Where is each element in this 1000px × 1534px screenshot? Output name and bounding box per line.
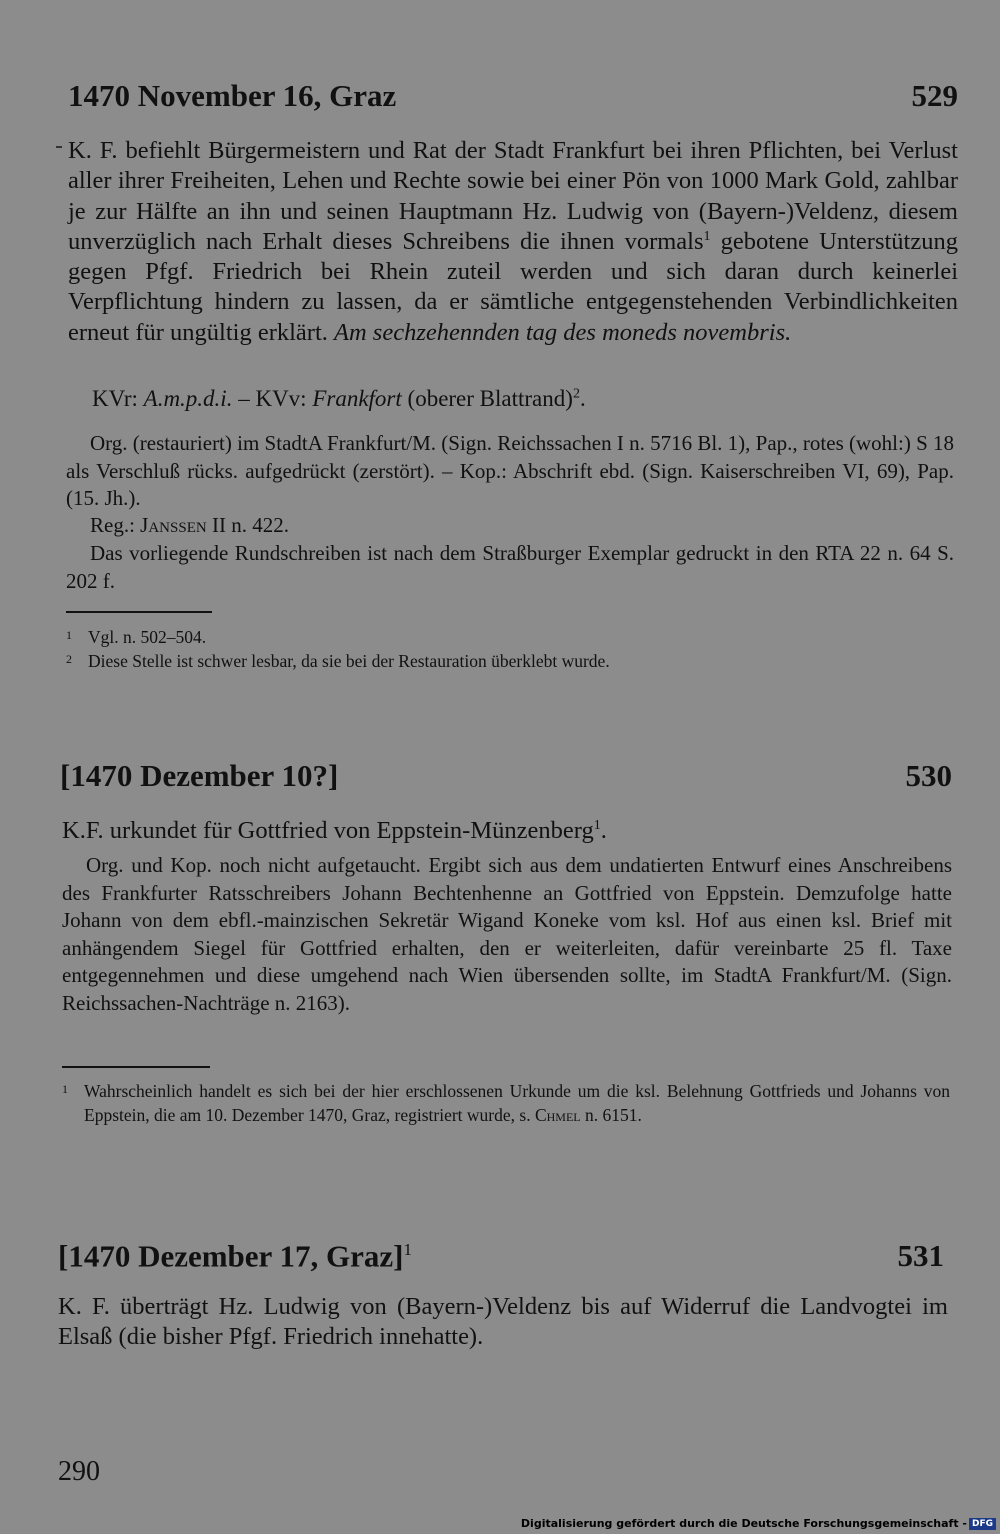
entry-531-date: [1470 Dezember 17, Graz] (58, 1238, 404, 1274)
dfg-credit-text: Digitalisierung gefördert durch die Deutsche Forschungsgemeinschaft - (520, 1517, 967, 1530)
footnote-ref: 1 (403, 1240, 412, 1259)
margin-mark (56, 146, 62, 148)
entry-529-kv: KVr: A.m.p.d.i. – KVv: Frankfort (oberer Blattrand)$^2$. (92, 386, 586, 411)
entry-531-number: 531 (897, 1238, 944, 1274)
entry-531-heading (58, 1232, 944, 1274)
entry-531-regest: K. F. überträgt Hz. Ludwig von (Bayern-)Veldenz bis auf Widerruf die Landvogtei im Elsaß (die bisher Pfgf. Friedrich innehatte). (58, 1293, 948, 1351)
entry-530-footnote-1: 1 Wahrscheinlich handelt es sich bei der hier erschlossenen Urkunde um die ksl. Belehnung Gottfrieds und Johanns von Eppstein, die am 10. Dezember 1470, Graz, registriert wurde, s. Chmel n. 6151. (62, 1081, 950, 1125)
entry-529-reg: Reg.: Janssen II n. 422. (90, 513, 289, 537)
footnote-divider (62, 1066, 210, 1068)
entry-530-org: Org. und Kop. noch nicht aufgetaucht. Ergibt sich aus dem undatierten Entwurf eines Anschreibens des Frankfurter Ratsschreibers Johann Bechtenhenne an Gottfried von Eppstein. Demzufolge hatte Johann von dem ebfl.-mainzischen Sekretär Wigand Koneke vom ksl. Hof aus einen ksl. Brief mit anhängendem Siegel für Gottfried erhalten, den er weiterleiten, dafür vereinbarte 25 fl. Taxe entgegennehmen und diese umgehend nach Wien übersenden sollte, im StadtA Frankfurt/M. (Sign. Reichssachen-Nachträge n. 2163). (62, 853, 952, 1015)
date-quote: Am sechzehennden tag des moneds novembris. (334, 318, 792, 346)
entry-529-date: 1470 November 16, Graz (68, 78, 397, 113)
entry-530-date: [1470 Dezember 10?] (60, 758, 339, 793)
footnote-ref: 1 (703, 228, 711, 244)
entry-529-org: Org. (restauriert) im StadtA Frankfurt/M. (Sign. Reichssachen I n. 5716 Bl. 1), Pap., rotes (wohl:) S 18 als Verschluß rücks. aufgedrückt (zerstört). – Kop.: Abschrift ebd. (Sign. Kaiserschreiben VI, 69), Pap. (15. Jh.). (66, 431, 954, 510)
page-number: 290 (58, 1456, 100, 1487)
entry-529-footnote-2: 2 Diese Stelle ist schwer lesbar, da sie bei der Restauration überklebt wurde. (66, 651, 610, 671)
entry-530-number: 530 (905, 758, 952, 793)
entry-530-regest: K.F. urkundet für Gottfried von Eppstein-Münzenberg$^1$. (62, 817, 607, 844)
dfg-credit (521, 1517, 996, 1530)
footnote-divider (66, 611, 212, 613)
entry-529-regest: K. F. befiehlt Bürgermeistern und Rat der Stadt Frankfurt bei ihren Pflichten, bei Verlust aller ihrer Freiheiten, Lehen und Rechte sowie bei einer Pön von 1000 Mark Gold, zahlbar je zur Hälfte an ihn und seinen Hauptmann Hz. Ludwig von (Bayern-)Veldenz, diesem unverzüglich nach Erhalt dieses Schreibens die ihnen vormals$^1$ gebotene Unterstützung gegen Pfgf. Friedrich bei Rhein zuteil werden und sich daran durch keinerlei Verpflichtung hindern zu lassen, da er sämtliche entgegenstehenden Verbindlichkeiten erneut für ungültig erklärt. Am sechzehennden tag des moneds novembris. (68, 137, 958, 346)
entry-530-heading (60, 758, 952, 794)
entry-529-note: Das vorliegende Rundschreiben ist nach dem Straßburger Exemplar gedruckt in den RTA 22 n. 64 S. 202 f. (66, 541, 954, 593)
footnote-ref: 1 (593, 817, 601, 833)
entry-529-footnote-1: 1 Vgl. n. 502–504. (66, 627, 207, 647)
entry-529-number: 529 (911, 78, 958, 113)
dfg-logo-icon: DFG (969, 1518, 996, 1530)
entry-529-heading (68, 78, 958, 114)
